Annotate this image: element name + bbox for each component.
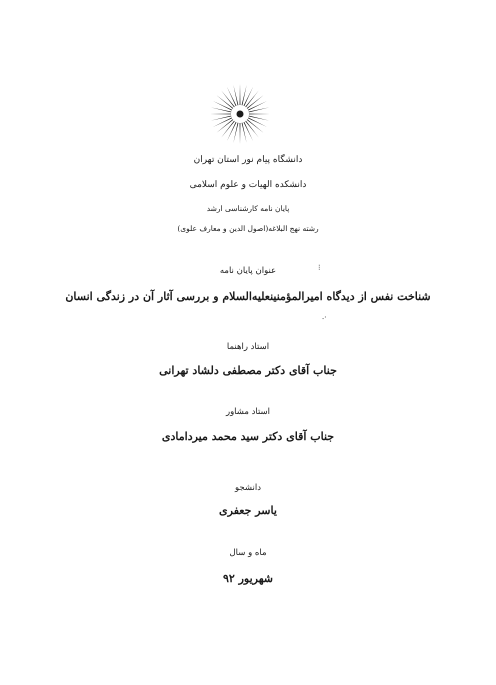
university-logo-icon	[208, 82, 272, 146]
scan-speck: ⸳·	[322, 313, 327, 322]
logo-ray	[240, 84, 241, 105]
advisor-label: استاد مشاور	[225, 407, 271, 417]
field-of-study: رشته نهج البلاغه(اصول الدین و معارف علوی)	[177, 224, 319, 233]
logo-ray	[249, 114, 270, 115]
logo-ray	[240, 123, 241, 144]
student-name: یاسر جعفری	[219, 504, 277, 517]
date-label: ماه و سال	[229, 548, 267, 558]
advisor-name: جناب آقای دکتر سید محمد میردامادی	[161, 430, 335, 443]
scan-speck: ⁝	[318, 263, 321, 272]
degree-type: پایان نامه کارشناسی ارشد	[206, 204, 290, 213]
supervisor-name: جناب آقای دکتر مصطفی دلشاد تهرانی	[159, 364, 337, 377]
university-name: دانشگاه پیام نور استان تهران	[193, 155, 303, 165]
date-value: شهریور ۹۲	[222, 572, 274, 585]
logo-ray	[210, 114, 231, 115]
faculty-name: دانشکده الهیات و علوم اسلامی	[189, 180, 307, 190]
supervisor-label: استاد راهنما	[226, 342, 270, 352]
thesis-title-label: عنوان پایان نامه	[219, 266, 277, 276]
student-label: دانشجو	[235, 483, 261, 493]
logo-dot	[237, 111, 244, 118]
thesis-title: شناخت نفس از دیدگاه امیرالمؤمنینعليه‌السلام و بررسی آثار آن در زندگی انسان	[65, 290, 431, 303]
